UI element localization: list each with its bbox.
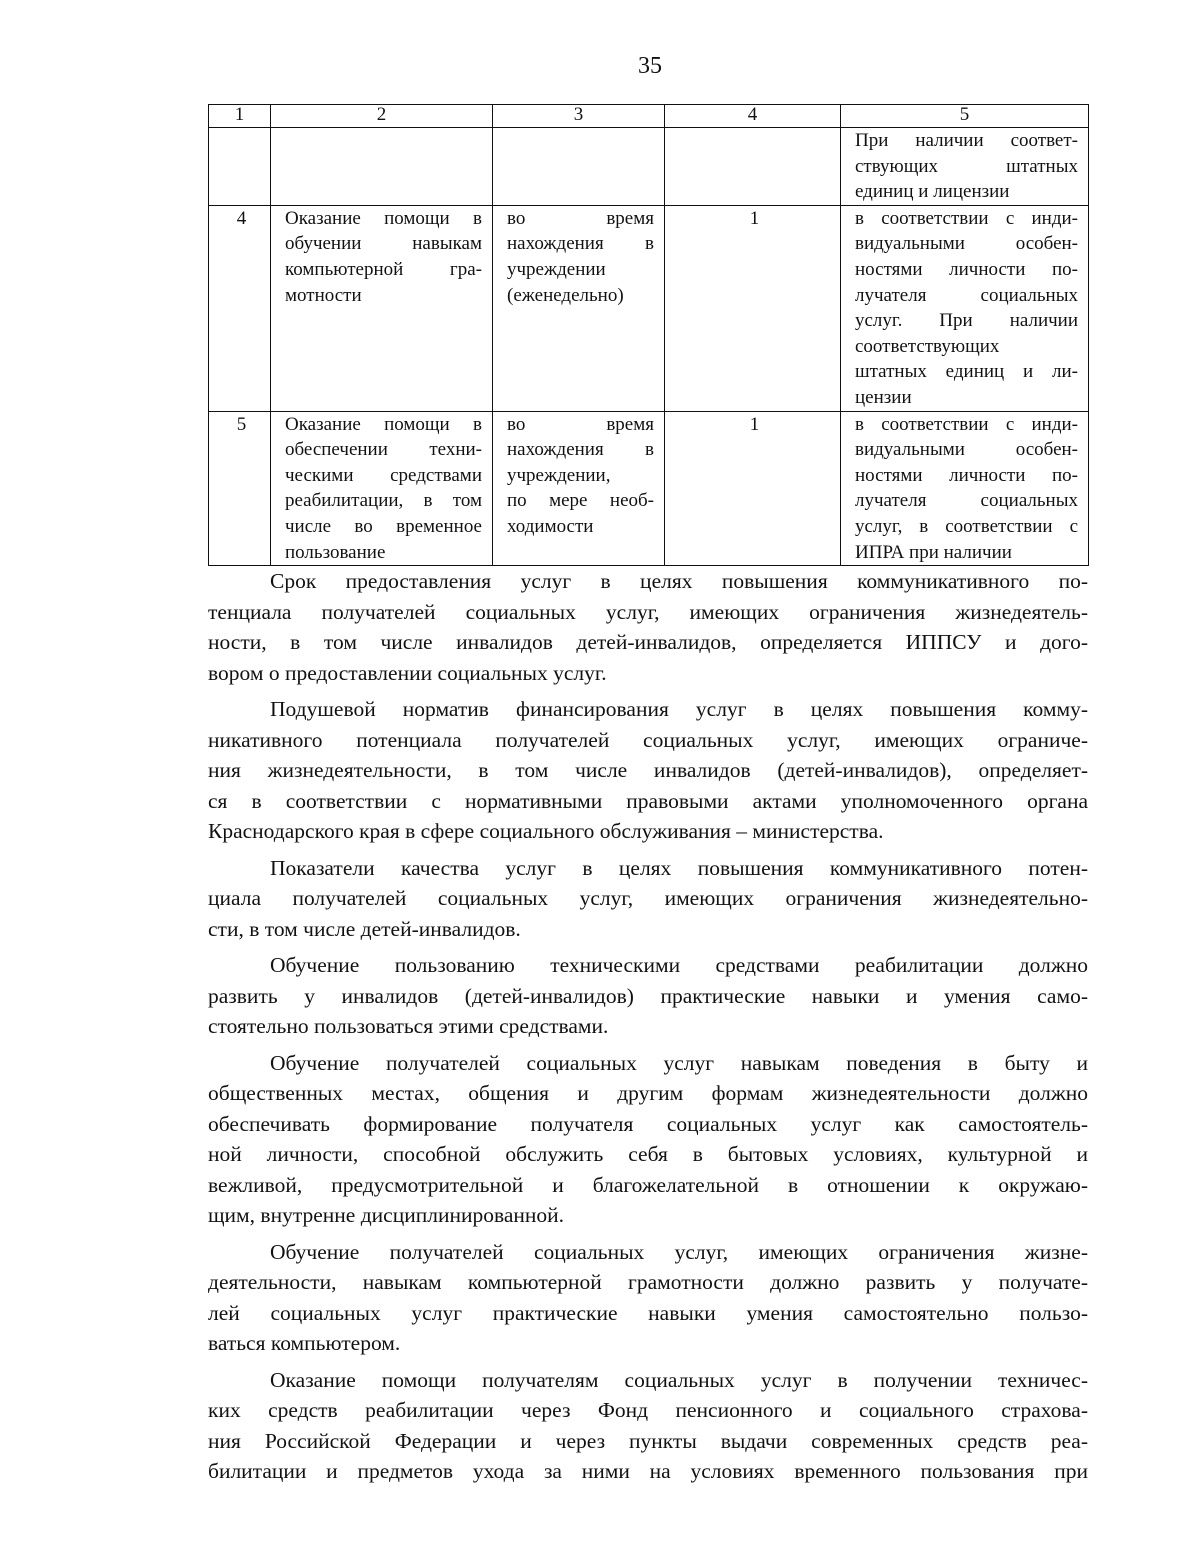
- service-name-line: мотности: [285, 284, 362, 306]
- service-time-line: нахождения в: [507, 233, 654, 255]
- table-row: [209, 411, 1089, 566]
- service-quantity: 1: [665, 411, 841, 566]
- paragraph-line: Краснодарского края в сфере социального обслуживания – министерства.: [208, 819, 884, 843]
- table-header-row: [209, 105, 1089, 128]
- paragraph-line: Обучение получателей социальных услуг навыкам поведения в быту и: [270, 1050, 1088, 1075]
- service-time: [493, 205, 665, 411]
- paragraph-line: билитации и предметов ухода за ними на условиях временного пользования при: [208, 1459, 1088, 1483]
- paragraph-line: вором о предоставлении социальных услуг.: [208, 660, 607, 685]
- paragraph-line: тенциала получателей социальных услуг, имеющих ограничения жизнедеятель-: [208, 599, 1088, 624]
- service-note-line: ИПРА при наличии: [855, 541, 1012, 563]
- service-name: [271, 205, 493, 411]
- paragraph: [208, 950, 1088, 1042]
- paragraph: [208, 853, 1088, 945]
- service-time-line: по мере необ-: [507, 490, 654, 512]
- paragraph: [208, 1237, 1088, 1359]
- service-note-line: в соответствии с инди-: [855, 207, 1078, 229]
- service-name-line: Оказание помощи в: [285, 413, 482, 435]
- paragraph-line: стоятельно пользоваться этими средствами.: [208, 1014, 609, 1038]
- service-time-line: ходимости: [507, 515, 594, 537]
- column-header: 3: [493, 105, 665, 128]
- service-note-line: услуг, в соответствии с: [855, 515, 1078, 537]
- paragraph-line: ной личности, способной обслужить себя в бытовых условиях, культурной и: [208, 1142, 1088, 1166]
- paragraph: [208, 1048, 1088, 1231]
- service-time: [493, 411, 665, 566]
- service-time-line: учреждении: [507, 258, 606, 280]
- table-row: [209, 205, 1089, 411]
- row-number: [209, 128, 271, 206]
- services-table: [208, 104, 1089, 566]
- service-name: [271, 411, 493, 566]
- column-header: 2: [271, 105, 493, 128]
- column-header: 4: [665, 105, 841, 128]
- paragraph-line: развить у инвалидов (детей-инвалидов) практические навыки и умения само-: [208, 983, 1088, 1008]
- service-name-line: обеспечении техни-: [285, 439, 482, 461]
- paragraph-line: Срок предоставления услуг в целях повышения коммуникативного по-: [270, 569, 1088, 593]
- service-name: [271, 128, 493, 206]
- page-number: 35: [638, 53, 662, 79]
- paragraph-line: ваться компьютером.: [208, 1331, 401, 1355]
- service-quantity: 1: [665, 205, 841, 411]
- service-time-line: (еженедельно): [507, 284, 624, 306]
- paragraph: [208, 694, 1088, 847]
- paragraph-line: ния Российской Федерации и через пункты выдачи современных средств реа-: [208, 1428, 1088, 1453]
- service-note-line: ностями личности по-: [855, 464, 1078, 486]
- service-note: [841, 128, 1089, 206]
- service-time: [493, 128, 665, 206]
- service-time-line: во время: [507, 207, 654, 229]
- column-header: 5: [841, 105, 1089, 128]
- paragraph-line: Оказание помощи получателям социальных услуг в получении техничес-: [270, 1367, 1088, 1392]
- paragraph-line: деятельности, навыкам компьютерной грамотности должно развить у получате-: [208, 1270, 1088, 1294]
- paragraph-line: общественных местах, общения и другим формам жизнедеятельности должно: [208, 1081, 1088, 1105]
- service-note-line: лучателя социальных: [855, 490, 1078, 512]
- paragraph-line: ния жизнедеятельности, в том числе инвалидов (детей-инвалидов), определяет-: [208, 758, 1088, 782]
- service-note-line: ностями личности по-: [855, 258, 1078, 280]
- service-note-line: услуг. При наличии: [855, 310, 1078, 332]
- service-note-line: в соответствии с инди-: [855, 413, 1078, 435]
- paragraph-line: лей социальных услуг практические навыки умения самостоятельно пользо-: [208, 1300, 1088, 1325]
- service-note-line: При наличии соответ-: [855, 130, 1078, 151]
- row-number: 4: [209, 205, 271, 411]
- paragraph-line: сти, в том числе детей-инвалидов.: [208, 916, 521, 941]
- paragraph-line: Обучение получателей социальных услуг, имеющих ограничения жизне-: [270, 1239, 1088, 1264]
- service-name-line: компьютерной гра-: [285, 258, 482, 280]
- paragraph-line: циала получателей социальных услуг, имеющих ограничения жизнедеятельно-: [208, 886, 1088, 910]
- service-time-line: во время: [507, 413, 654, 435]
- paragraph-line: ся в соответствии с нормативными правовыми актами уполномоченного органа: [208, 788, 1088, 813]
- body-text: [208, 566, 1088, 1493]
- paragraph-line: обеспечивать формирование получателя социальных услуг как самостоятель-: [208, 1111, 1088, 1136]
- service-note-line: лучателя социальных: [855, 284, 1078, 306]
- service-note-line: ствующих штатных: [855, 155, 1078, 177]
- service-note: [841, 205, 1089, 411]
- service-name-line: реабилитации, в том: [285, 490, 482, 512]
- service-note-line: штатных единиц и ли-: [855, 361, 1078, 383]
- paragraph-line: ких средств реабилитации через Фонд пенсионного и социального страхова-: [208, 1398, 1088, 1422]
- service-note-line: видуальными особен-: [855, 439, 1078, 461]
- row-number: 5: [209, 411, 271, 566]
- column-header: 1: [209, 105, 271, 128]
- service-note-line: единиц и лицензии: [855, 181, 1010, 203]
- paragraph-line: Подушевой норматив финансирования услуг в целях повышения комму-: [270, 697, 1088, 721]
- paragraph-line: никативного потенциала получателей социальных услуг, имеющих ограниче-: [208, 727, 1088, 752]
- paragraph: [208, 566, 1088, 688]
- table-row: [209, 128, 1089, 206]
- service-quantity: [665, 128, 841, 206]
- service-note-line: видуальными особен-: [855, 233, 1078, 255]
- paragraph-line: Обучение пользованию техническими средствами реабилитации должно: [270, 953, 1088, 977]
- service-name-line: числе во временное: [285, 515, 482, 537]
- service-note-line: цензии: [855, 386, 912, 408]
- service-name-line: Оказание помощи в: [285, 207, 482, 229]
- service-note: [841, 411, 1089, 566]
- service-name-line: пользование: [285, 541, 386, 563]
- paragraph: [208, 1365, 1088, 1487]
- service-name-line: ческими средствами: [285, 464, 482, 486]
- service-name-line: обучении навыкам: [285, 233, 482, 255]
- paragraph-line: ности, в том числе инвалидов детей-инвалидов, определяется ИППСУ и дого-: [208, 630, 1088, 654]
- paragraph-line: щим, внутренне дисциплинированной.: [208, 1203, 565, 1227]
- service-time-line: нахождения в: [507, 439, 654, 461]
- paragraph-line: вежливой, предусмотрительной и благожелательной в отношении к окружаю-: [208, 1172, 1088, 1197]
- service-time-line: учреждении,: [507, 464, 611, 486]
- paragraph-line: Показатели качества услуг в целях повышения коммуникативного потен-: [270, 855, 1088, 880]
- service-note-line: соответствующих: [855, 335, 1000, 357]
